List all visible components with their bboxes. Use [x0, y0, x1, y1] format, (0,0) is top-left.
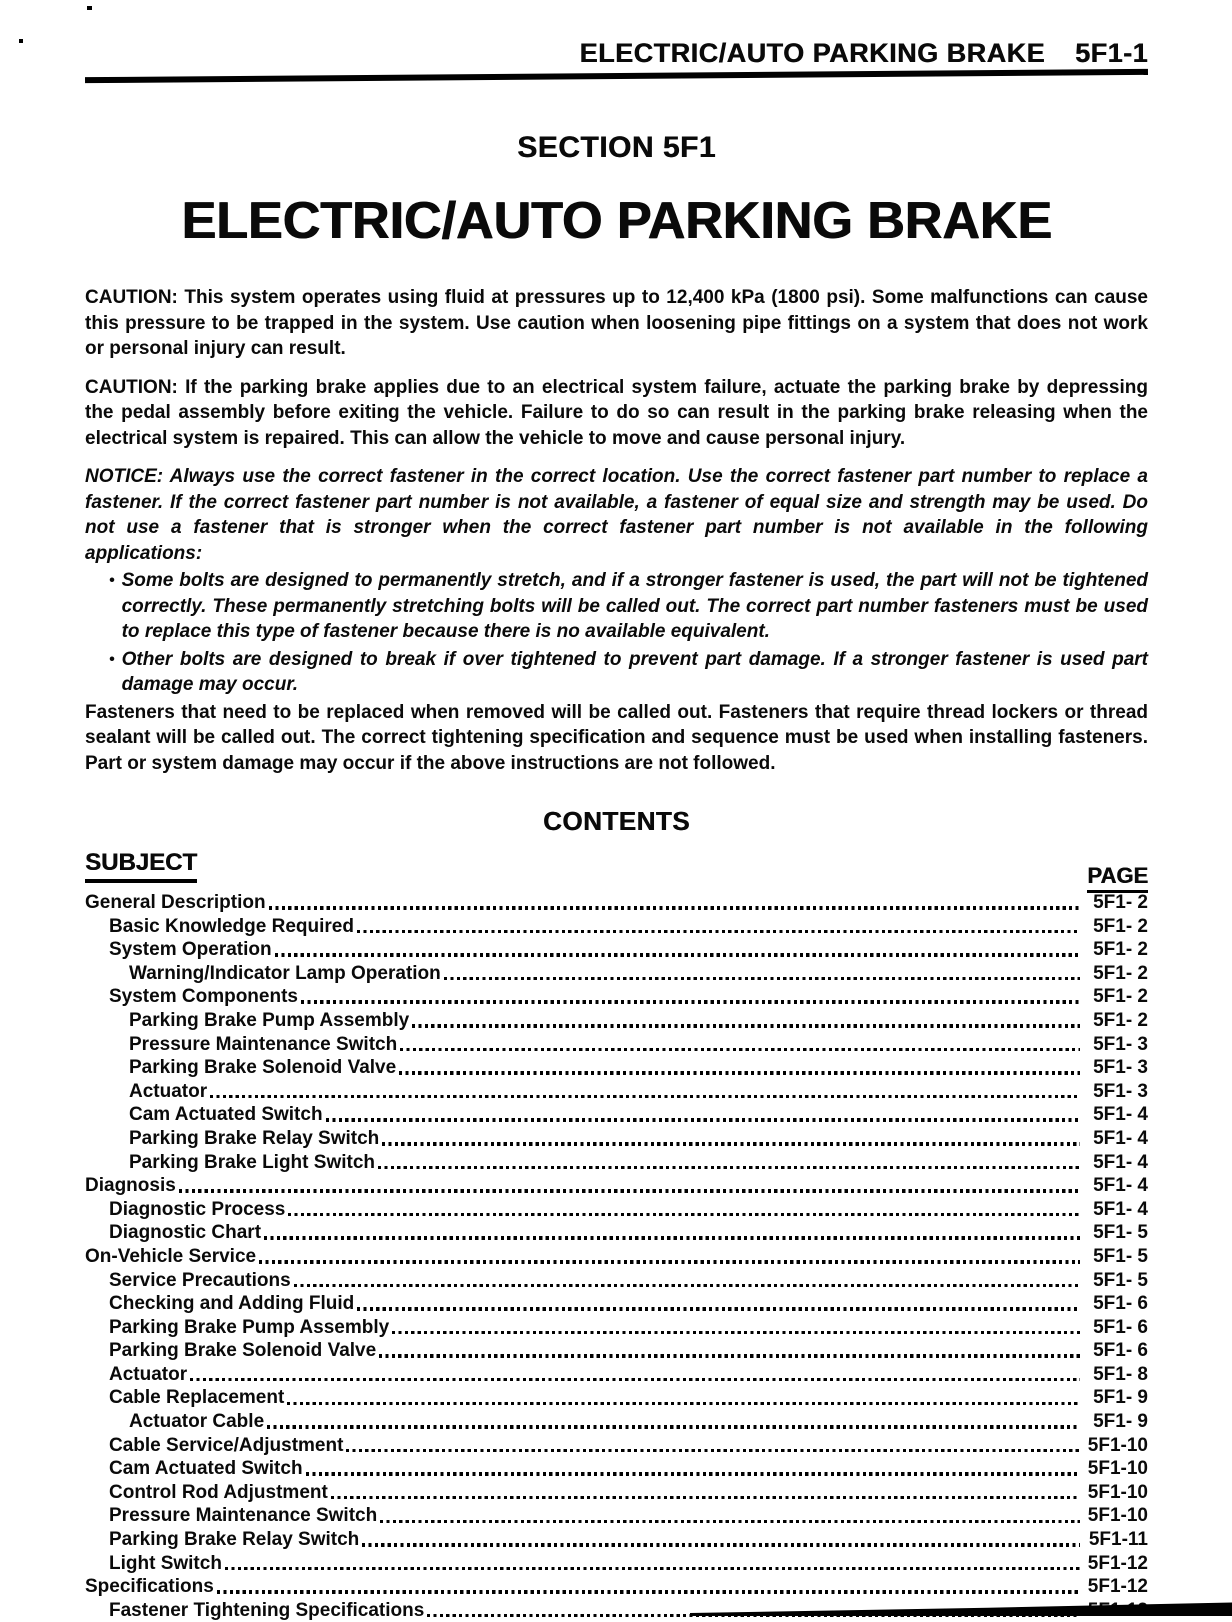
toc-leader-dots: [346, 1449, 1080, 1453]
toc-entry-label: System Components: [109, 986, 298, 1008]
toc-entry: [85, 1198, 1148, 1222]
toc-entry: [85, 915, 1148, 939]
toc-entry: [85, 1575, 1148, 1599]
running-header-page-number: 5F1-1: [1074, 38, 1148, 68]
notice-bullet-2-text: • Other bolts are designed to break if over tightened to prevent part damage. If a stronger fastener is used part damage may occur.: [121, 648, 1148, 695]
toc-entry: [85, 1221, 1148, 1245]
toc-leader-dots: [331, 1496, 1080, 1500]
toc-entry: [85, 1080, 1148, 1104]
toc-entry: [85, 938, 1148, 962]
toc-leader-dots: [301, 1000, 1080, 1004]
toc-entry: [85, 1292, 1148, 1316]
toc-entry-page: 5F1- 5: [1093, 1222, 1148, 1244]
toc-entry: [85, 962, 1148, 986]
toc-entry-label: Warning/Indicator Lamp Operation: [129, 962, 441, 984]
toc-entry-label: Parking Brake Solenoid Valve: [109, 1340, 377, 1362]
section-label: SECTION 5F1: [517, 131, 716, 164]
toc-entry: [85, 1056, 1148, 1080]
subject-column-label: SUBJECT: [85, 849, 197, 883]
toc-entry-page: 5F1-10: [1087, 1434, 1148, 1456]
toc-leader-dots: [217, 1590, 1080, 1594]
toc-entry-label: Parking Brake Relay Switch: [109, 1529, 360, 1551]
toc-entry-label: Fastener Tightening Specifications: [109, 1599, 425, 1621]
toc-entry-page: 5F1- 2: [1093, 915, 1148, 937]
toc-leader-dots: [326, 1118, 1080, 1122]
toc-entry-page: 5F1- 4: [1093, 1151, 1148, 1173]
caution-paragraph-2: CAUTION: If the parking brake applies due to an electrical system failure, actuate the parking brake by depressing the pedal assembly before exiting the vehicle. Failure to do so can result in the parking brake releasing when the electrical system is repaired. This can allow the vehicle to move and cause personal injury.: [85, 376, 1148, 449]
toc-entry-page: 5F1-12: [1087, 1552, 1148, 1574]
toc-entry: [85, 1151, 1148, 1175]
toc-leader-dots: [399, 1071, 1080, 1075]
toc-entry-page: 5F1- 6: [1093, 1340, 1148, 1362]
toc-leader-dots: [225, 1567, 1080, 1571]
toc-leader-dots: [392, 1331, 1080, 1335]
toc-entry-page: 5F1- 3: [1093, 1033, 1148, 1055]
toc-entry: [85, 1009, 1148, 1033]
scan-artifact-dot: [87, 6, 92, 10]
toc-leader-dots: [412, 1024, 1080, 1028]
closing-paragraph: Fasteners that need to be replaced when removed will be called out. Fasteners that require thread lockers or thread sealant will be called out. The correct tightening specification and sequence must be used when installing fasteners. Part or system damage may occur if the above instructions are not followed.: [85, 701, 1148, 774]
toc-entry: [85, 1386, 1148, 1410]
toc-entry: [85, 1552, 1148, 1576]
toc-entry-label: General Description: [85, 892, 266, 913]
toc-entry-page: 5F1-10: [1087, 1505, 1148, 1527]
toc-leader-dots: [357, 930, 1080, 934]
scan-artifact-dot: [19, 39, 23, 43]
contents-heading: CONTENTS: [543, 806, 690, 836]
toc-entry-label: Diagnostic Chart: [109, 1222, 262, 1244]
running-header-title: ELECTRIC/AUTO PARKING BRAKE: [579, 38, 1045, 68]
toc-leader-dots: [264, 1236, 1080, 1240]
toc-leader-dots: [380, 1520, 1080, 1524]
toc-entry-label: Pressure Maintenance Switch: [129, 1033, 398, 1055]
toc-entry-label: Basic Knowledge Required: [109, 915, 354, 937]
toc-entry-label: Light Switch: [109, 1552, 222, 1574]
toc-entry: [85, 891, 1148, 915]
toc-leader-dots: [378, 1166, 1080, 1170]
toc-leader-dots: [179, 1189, 1080, 1193]
toc-entry-page: 5F1- 6: [1093, 1316, 1148, 1338]
toc-list: [85, 891, 1148, 1622]
toc-leader-dots: [275, 953, 1080, 957]
toc-entry-page: 5F1-11: [1088, 1529, 1148, 1551]
toc-entry-label: Parking Brake Pump Assembly: [129, 1009, 410, 1031]
toc-entry-label: Diagnosis: [85, 1175, 176, 1197]
toc-entry-label: Cam Actuated Switch: [129, 1104, 323, 1126]
toc-entry-page: 5F1- 2: [1093, 962, 1148, 984]
toc-entry-page: 5F1- 2: [1093, 986, 1148, 1008]
toc-leader-dots: [287, 1402, 1080, 1406]
header-rule: [85, 69, 1148, 83]
toc-entry-page: 5F1- 9: [1093, 1387, 1148, 1409]
notice-paragraph: NOTICE: Always use the correct fastener in the correct location. Use the correct fastener part number to replace a fastener. If the correct fastener part number is not available, a fastener of equal size and strength may be used. Do not use a fastener that is stronger when the correct fastener part number is not available in the following applications:: [85, 466, 1148, 564]
toc-entry-page: 5F1- 2: [1093, 892, 1148, 913]
toc-entry-label: Diagnostic Process: [109, 1198, 286, 1220]
toc-leader-dots: [306, 1472, 1080, 1476]
page-column-label: PAGE: [1087, 863, 1148, 893]
toc-entry-page: 5F1- 5: [1093, 1245, 1148, 1267]
toc-entry-label: Actuator Cable: [129, 1411, 265, 1433]
toc-entry-label: Cable Replacement: [109, 1387, 285, 1409]
toc-entry: [85, 1103, 1148, 1127]
toc-entry-label: On-Vehicle Service: [85, 1245, 257, 1267]
toc-leader-dots: [210, 1095, 1080, 1099]
toc-entry-page: 5F1- 6: [1093, 1293, 1148, 1315]
toc-leader-dots: [357, 1307, 1080, 1311]
toc-entry-label: Parking Brake Light Switch: [129, 1151, 375, 1173]
toc-entry: [85, 1434, 1148, 1458]
toc-entry: [85, 1339, 1148, 1363]
contents-header-row: [85, 849, 1148, 888]
toc-leader-dots: [444, 977, 1080, 981]
toc-entry-label: Actuator: [109, 1363, 188, 1385]
toc-entry: [85, 1174, 1148, 1198]
toc-entry-label: Control Rod Adjustment: [109, 1481, 328, 1503]
toc-entry-label: Service Precautions: [109, 1269, 291, 1291]
toc-leader-dots: [269, 906, 1080, 910]
notice-bullet-list: [109, 568, 1148, 698]
toc-entry-label: Checking and Adding Fluid: [109, 1293, 355, 1315]
toc-entry: [85, 1481, 1148, 1505]
toc-entry: [85, 1457, 1148, 1481]
toc-entry-page: 5F1-10: [1087, 1458, 1148, 1480]
toc-entry: [85, 1033, 1148, 1057]
toc-entry-page: 5F1- 4: [1093, 1104, 1148, 1126]
toc-entry: [85, 1410, 1148, 1434]
toc-entry: [85, 1269, 1148, 1293]
toc-entry: [85, 1245, 1148, 1269]
running-header: [85, 38, 1148, 69]
toc-leader-dots: [267, 1425, 1080, 1429]
toc-entry-page: 5F1- 2: [1093, 939, 1148, 961]
toc-entry-label: Pressure Maintenance Switch: [109, 1505, 378, 1527]
toc-entry-label: Actuator: [129, 1080, 208, 1102]
toc-entry-page: 5F1- 4: [1093, 1198, 1148, 1220]
toc-entry: [85, 985, 1148, 1009]
toc-leader-dots: [379, 1354, 1080, 1358]
toc-leader-dots: [400, 1048, 1080, 1052]
toc-entry-label: Parking Brake Solenoid Valve: [129, 1057, 397, 1079]
toc-entry-page: 5F1- 4: [1093, 1127, 1148, 1149]
toc-entry: [85, 1528, 1148, 1552]
toc-entry-page: 5F1- 5: [1093, 1269, 1148, 1291]
toc-leader-dots: [190, 1378, 1080, 1382]
toc-entry-page: 5F1-10: [1087, 1481, 1148, 1503]
notice-bullet-1-text: • Some bolts are designed to permanently stretch, and if a stronger fastener is used, the part will not be tightened correctly. These permanently stretching bolts will be called out. The correct part number fasteners must be used to replace this type of fastener because there is no available equivalent.: [121, 570, 1148, 642]
toc-leader-dots: [294, 1284, 1080, 1288]
toc-leader-dots: [288, 1213, 1080, 1217]
toc-entry: [85, 1316, 1148, 1340]
toc-entry-page: 5F1- 3: [1093, 1080, 1148, 1102]
toc-entry: [85, 1504, 1148, 1528]
toc-entry-page: 5F1- 3: [1093, 1057, 1148, 1079]
toc-entry-label: Cam Actuated Switch: [109, 1458, 303, 1480]
toc-leader-dots: [362, 1543, 1080, 1547]
toc-entry-page: 5F1-12: [1087, 1576, 1148, 1598]
toc-entry-label: Cable Service/Adjustment: [109, 1434, 344, 1456]
toc-entry-label: Specifications: [85, 1576, 214, 1598]
toc-entry-page: 5F1- 9: [1093, 1411, 1148, 1433]
toc-entry-page: 5F1- 2: [1093, 1009, 1148, 1031]
toc-entry-label: Parking Brake Pump Assembly: [109, 1316, 390, 1338]
toc-entry-label: System Operation: [109, 939, 272, 961]
notice-bullet-2: [109, 647, 1148, 698]
toc-entry-page: 5F1- 4: [1093, 1175, 1148, 1197]
toc-entry: [85, 1127, 1148, 1151]
toc-entry-label: Parking Brake Relay Switch: [129, 1127, 380, 1149]
toc-leader-dots: [259, 1260, 1080, 1264]
notice-bullet-1: [109, 568, 1148, 645]
caution-paragraph-1: CAUTION: This system operates using fluid at pressures up to 12,400 kPa (1800 psi). Some malfunctions can cause this pressure to be trapped in the system. Use caution when loosening pipe fittings on a system that does not work or personal injury can result.: [85, 287, 1148, 359]
toc-entry-page: 5F1- 8: [1093, 1363, 1148, 1385]
toc-entry: [85, 1363, 1148, 1387]
page-title: ELECTRIC/AUTO PARKING BRAKE: [181, 192, 1052, 250]
toc-leader-dots: [382, 1142, 1080, 1146]
